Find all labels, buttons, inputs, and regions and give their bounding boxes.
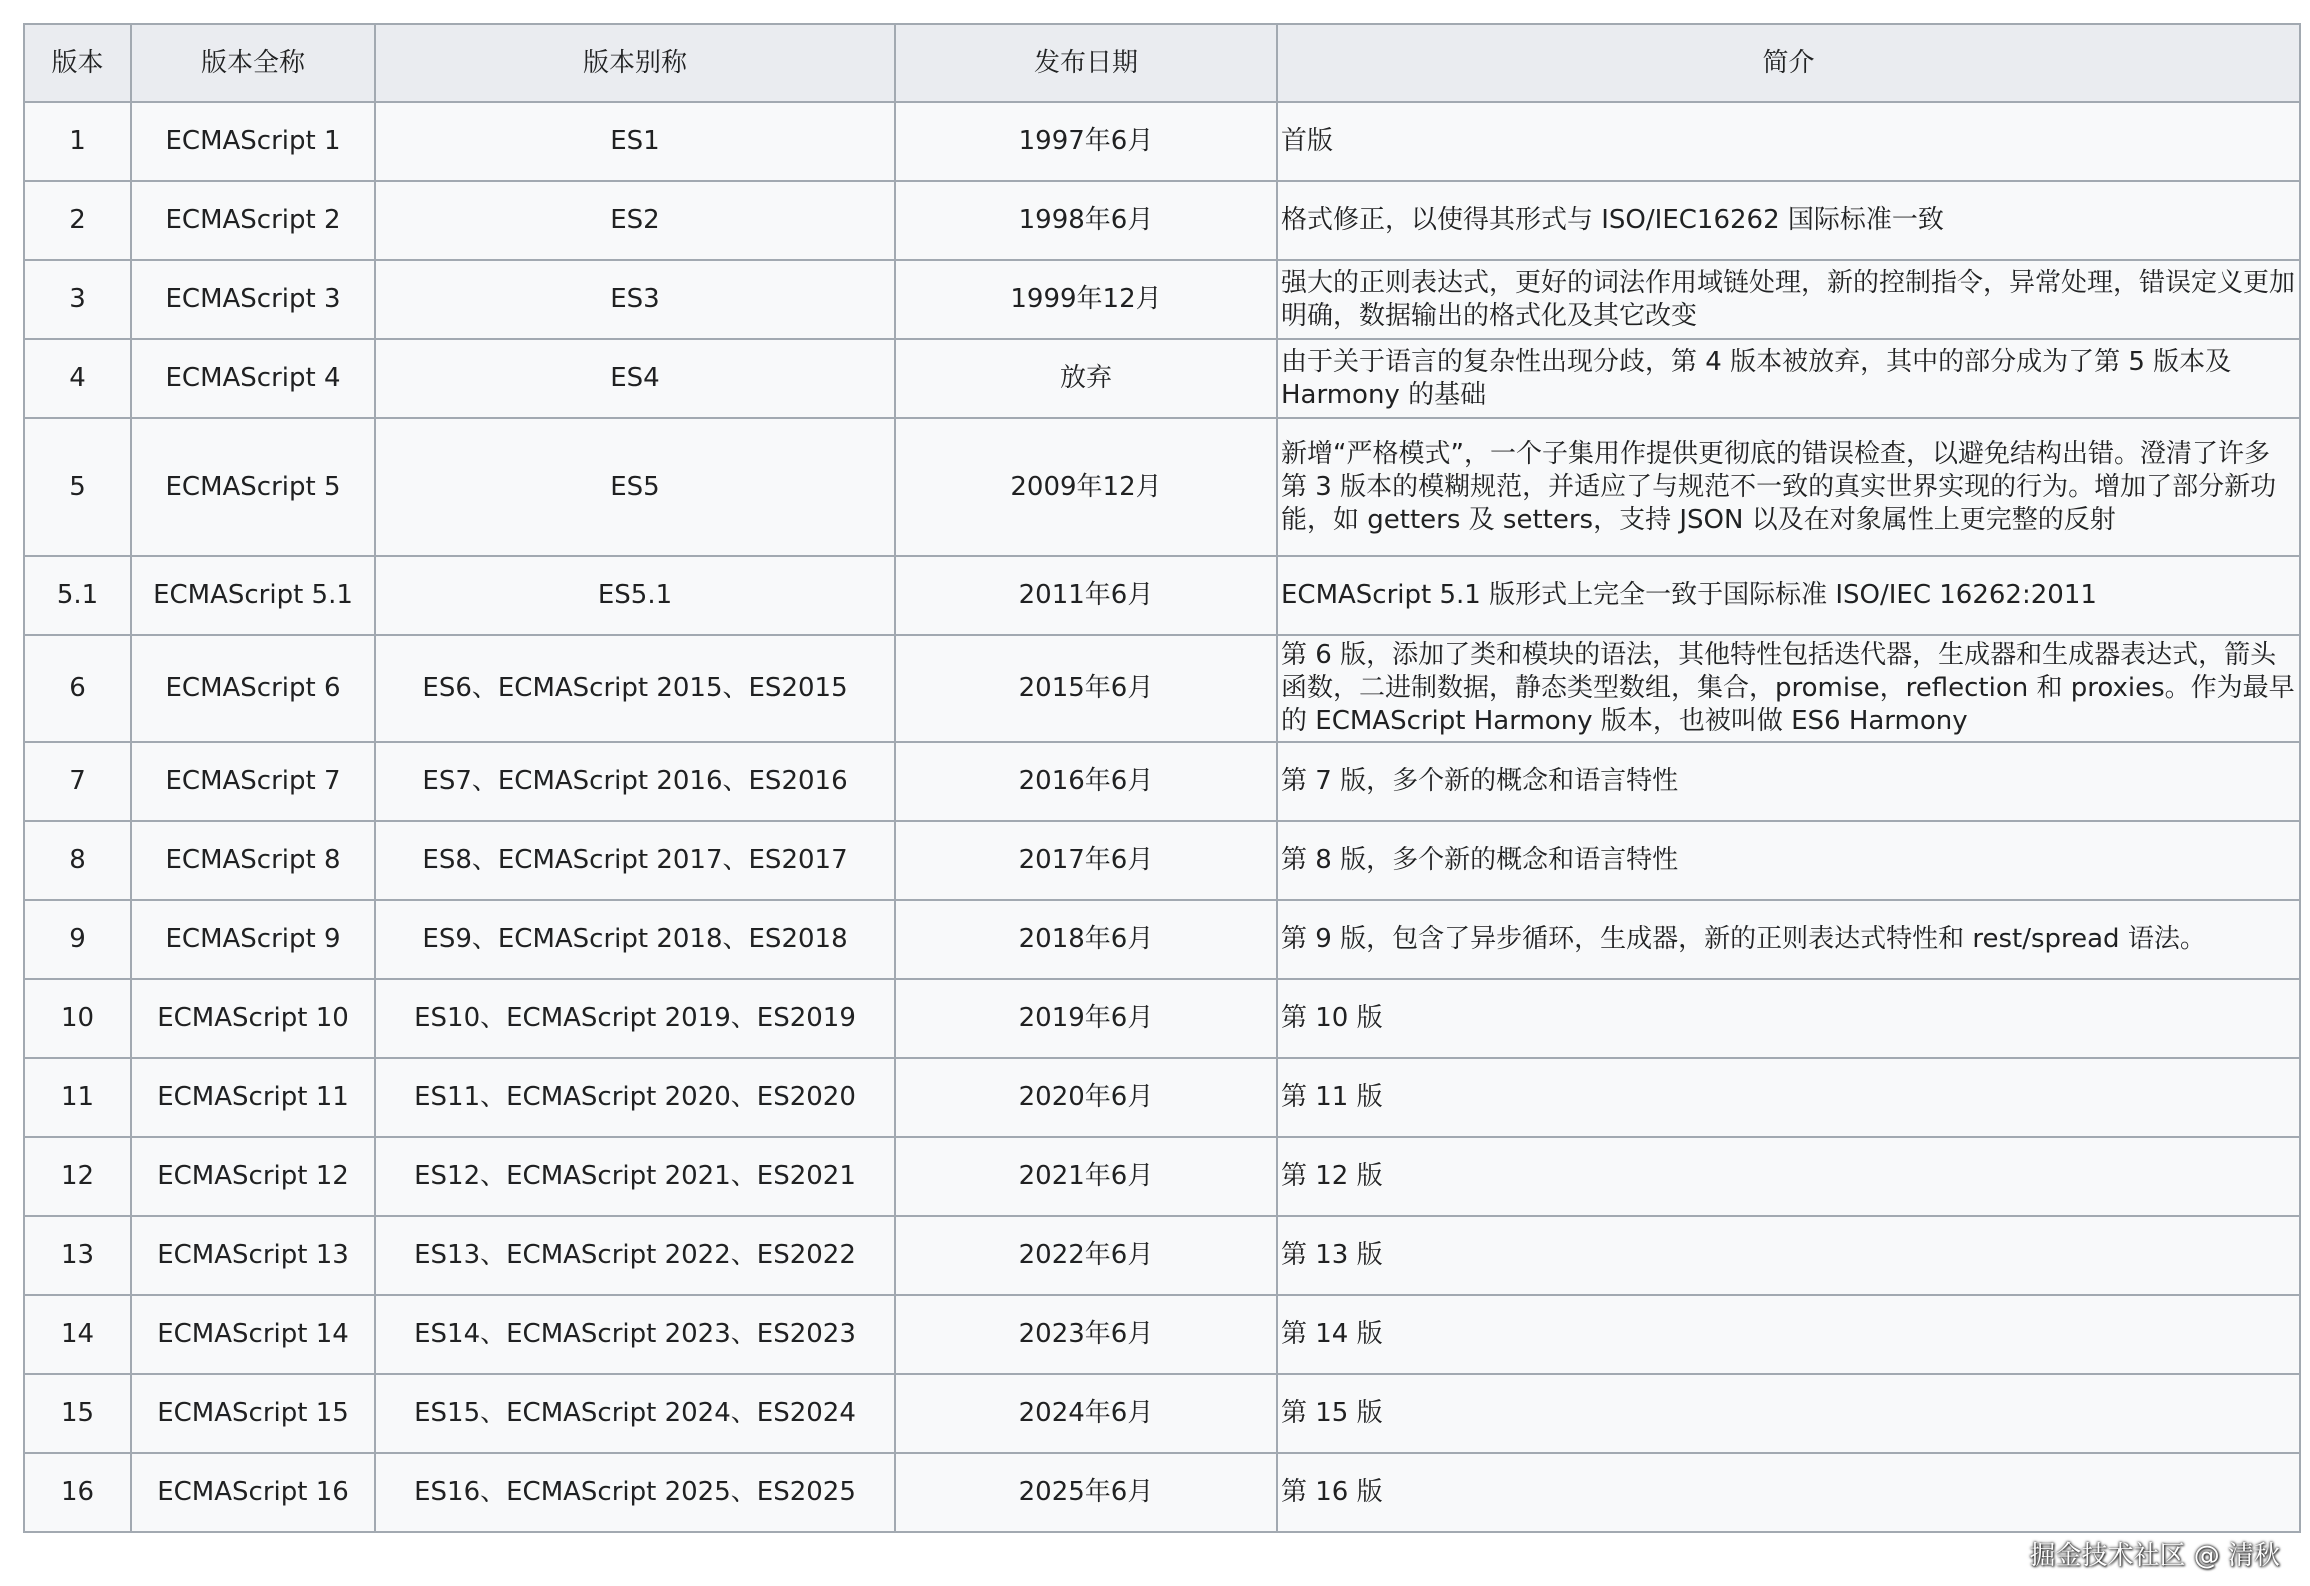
cell-release-date: 2021年6月 bbox=[895, 1137, 1277, 1216]
cell-alias: ES14、ECMAScript 2023、ES2023 bbox=[375, 1295, 895, 1374]
cell-version: 2 bbox=[24, 181, 131, 260]
cell-alias: ES11、ECMAScript 2020、ES2020 bbox=[375, 1058, 895, 1137]
cell-release-date: 2025年6月 bbox=[895, 1453, 1277, 1532]
cell-version: 4 bbox=[24, 339, 131, 418]
cell-alias: ES5 bbox=[375, 418, 895, 556]
table-row bbox=[24, 979, 2300, 1058]
cell-release-date: 2017年6月 bbox=[895, 821, 1277, 900]
table-row bbox=[24, 1453, 2300, 1532]
header-description: 简介 bbox=[1277, 24, 2300, 102]
cell-description: 新增“严格模式”，一个子集用作提供更彻底的错误检查，以避免结构出错。澄清了许多第 3 版本的模糊规范，并适应了与规范不一致的真实世界实现的行为。增加了部分新功能，如 getters 及 setters，支持 JSON 以及在对象属性上更完整的反射 bbox=[1277, 418, 2300, 556]
cell-alias: ES3 bbox=[375, 260, 895, 339]
watermark: 掘金技术社区 @ 清秋 bbox=[2029, 1541, 2280, 1571]
cell-full-name: ECMAScript 16 bbox=[131, 1453, 375, 1532]
cell-version: 1 bbox=[24, 102, 131, 181]
table-row bbox=[24, 635, 2300, 742]
cell-alias: ES16、ECMAScript 2025、ES2025 bbox=[375, 1453, 895, 1532]
cell-full-name: ECMAScript 10 bbox=[131, 979, 375, 1058]
header-alias: 版本别称 bbox=[375, 24, 895, 102]
cell-description: 首版 bbox=[1277, 102, 2300, 181]
cell-version: 13 bbox=[24, 1216, 131, 1295]
cell-alias: ES10、ECMAScript 2019、ES2019 bbox=[375, 979, 895, 1058]
cell-release-date: 2011年6月 bbox=[895, 556, 1277, 635]
table-row bbox=[24, 1058, 2300, 1137]
cell-description: 第 9 版，包含了异步循环，生成器，新的正则表达式特性和 rest/spread 语法。 bbox=[1277, 900, 2300, 979]
cell-alias: ES2 bbox=[375, 181, 895, 260]
cell-version: 5 bbox=[24, 418, 131, 556]
cell-full-name: ECMAScript 6 bbox=[131, 635, 375, 742]
table-row bbox=[24, 1295, 2300, 1374]
header-version: 版本 bbox=[24, 24, 131, 102]
table-row bbox=[24, 900, 2300, 979]
cell-description: ECMAScript 5.1 版形式上完全一致于国际标准 ISO/IEC 16262:2011 bbox=[1277, 556, 2300, 635]
cell-release-date: 2024年6月 bbox=[895, 1374, 1277, 1453]
cell-version: 10 bbox=[24, 979, 131, 1058]
cell-full-name: ECMAScript 14 bbox=[131, 1295, 375, 1374]
cell-alias: ES4 bbox=[375, 339, 895, 418]
cell-description: 格式修正，以使得其形式与 ISO/IEC16262 国际标准一致 bbox=[1277, 181, 2300, 260]
cell-version: 9 bbox=[24, 900, 131, 979]
cell-version: 3 bbox=[24, 260, 131, 339]
cell-full-name: ECMAScript 3 bbox=[131, 260, 375, 339]
cell-description: 强大的正则表达式，更好的词法作用域链处理，新的控制指令，异常处理，错误定义更加明确，数据输出的格式化及其它改变 bbox=[1277, 260, 2300, 339]
cell-alias: ES5.1 bbox=[375, 556, 895, 635]
cell-release-date: 放弃 bbox=[895, 339, 1277, 418]
cell-full-name: ECMAScript 5.1 bbox=[131, 556, 375, 635]
cell-full-name: ECMAScript 13 bbox=[131, 1216, 375, 1295]
cell-full-name: ECMAScript 5 bbox=[131, 418, 375, 556]
cell-version: 5.1 bbox=[24, 556, 131, 635]
cell-full-name: ECMAScript 11 bbox=[131, 1058, 375, 1137]
table-row bbox=[24, 339, 2300, 418]
cell-full-name: ECMAScript 4 bbox=[131, 339, 375, 418]
cell-alias: ES8、ECMAScript 2017、ES2017 bbox=[375, 821, 895, 900]
cell-description: 第 15 版 bbox=[1277, 1374, 2300, 1453]
cell-description: 第 8 版，多个新的概念和语言特性 bbox=[1277, 821, 2300, 900]
cell-version: 16 bbox=[24, 1453, 131, 1532]
table-row bbox=[24, 181, 2300, 260]
cell-description: 第 13 版 bbox=[1277, 1216, 2300, 1295]
cell-full-name: ECMAScript 9 bbox=[131, 900, 375, 979]
cell-release-date: 2015年6月 bbox=[895, 635, 1277, 742]
table-row bbox=[24, 742, 2300, 821]
table-row bbox=[24, 102, 2300, 181]
cell-full-name: ECMAScript 8 bbox=[131, 821, 375, 900]
cell-release-date: 2009年12月 bbox=[895, 418, 1277, 556]
cell-release-date: 2022年6月 bbox=[895, 1216, 1277, 1295]
cell-version: 6 bbox=[24, 635, 131, 742]
cell-version: 15 bbox=[24, 1374, 131, 1453]
cell-alias: ES7、ECMAScript 2016、ES2016 bbox=[375, 742, 895, 821]
cell-alias: ES15、ECMAScript 2024、ES2024 bbox=[375, 1374, 895, 1453]
table-row bbox=[24, 260, 2300, 339]
cell-full-name: ECMAScript 7 bbox=[131, 742, 375, 821]
cell-alias: ES13、ECMAScript 2022、ES2022 bbox=[375, 1216, 895, 1295]
table-row bbox=[24, 821, 2300, 900]
cell-alias: ES1 bbox=[375, 102, 895, 181]
cell-release-date: 2023年6月 bbox=[895, 1295, 1277, 1374]
table-row bbox=[24, 418, 2300, 556]
cell-full-name: ECMAScript 2 bbox=[131, 181, 375, 260]
cell-description: 由于关于语言的复杂性出现分歧，第 4 版本被放弃，其中的部分成为了第 5 版本及 Harmony 的基础 bbox=[1277, 339, 2300, 418]
ecmascript-versions-table bbox=[23, 23, 2301, 1533]
cell-full-name: ECMAScript 1 bbox=[131, 102, 375, 181]
cell-description: 第 11 版 bbox=[1277, 1058, 2300, 1137]
table-row bbox=[24, 1374, 2300, 1453]
cell-release-date: 2018年6月 bbox=[895, 900, 1277, 979]
cell-release-date: 1997年6月 bbox=[895, 102, 1277, 181]
cell-version: 7 bbox=[24, 742, 131, 821]
cell-full-name: ECMAScript 15 bbox=[131, 1374, 375, 1453]
cell-release-date: 2020年6月 bbox=[895, 1058, 1277, 1137]
cell-description: 第 16 版 bbox=[1277, 1453, 2300, 1532]
cell-version: 14 bbox=[24, 1295, 131, 1374]
cell-full-name: ECMAScript 12 bbox=[131, 1137, 375, 1216]
cell-release-date: 2019年6月 bbox=[895, 979, 1277, 1058]
cell-description: 第 12 版 bbox=[1277, 1137, 2300, 1216]
table-row bbox=[24, 1137, 2300, 1216]
cell-version: 12 bbox=[24, 1137, 131, 1216]
cell-description: 第 14 版 bbox=[1277, 1295, 2300, 1374]
table-row bbox=[24, 556, 2300, 635]
table-header-row bbox=[24, 24, 2300, 102]
cell-version: 11 bbox=[24, 1058, 131, 1137]
cell-description: 第 10 版 bbox=[1277, 979, 2300, 1058]
header-release-date: 发布日期 bbox=[895, 24, 1277, 102]
cell-release-date: 1999年12月 bbox=[895, 260, 1277, 339]
cell-alias: ES6、ECMAScript 2015、ES2015 bbox=[375, 635, 895, 742]
table-row bbox=[24, 1216, 2300, 1295]
header-full-name: 版本全称 bbox=[131, 24, 375, 102]
cell-alias: ES9、ECMAScript 2018、ES2018 bbox=[375, 900, 895, 979]
cell-release-date: 1998年6月 bbox=[895, 181, 1277, 260]
cell-alias: ES12、ECMAScript 2021、ES2021 bbox=[375, 1137, 895, 1216]
cell-release-date: 2016年6月 bbox=[895, 742, 1277, 821]
cell-description: 第 7 版，多个新的概念和语言特性 bbox=[1277, 742, 2300, 821]
cell-description: 第 6 版，添加了类和模块的语法，其他特性包括迭代器，生成器和生成器表达式，箭头函数，二进制数据，静态类型数组，集合，promise，reflection 和 proxies。作为最早的 ECMAScript Harmony 版本，也被叫做 ES6 Harmony bbox=[1277, 635, 2300, 742]
cell-version: 8 bbox=[24, 821, 131, 900]
table-body bbox=[24, 102, 2300, 1532]
